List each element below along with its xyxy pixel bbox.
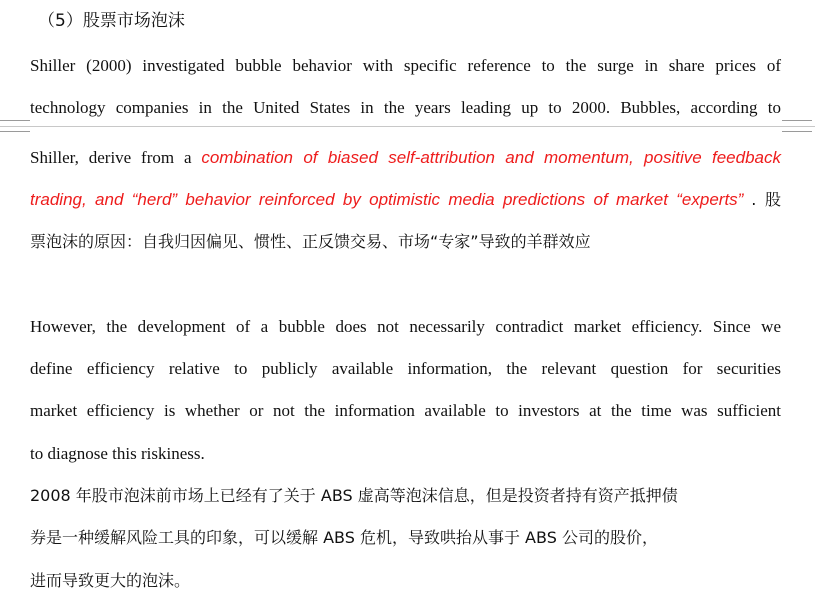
- right-margin-marker: [782, 120, 812, 132]
- p1-line-3-text: Shiller, derive from a: [30, 148, 192, 167]
- p2-line-2: define efficiency relative to publicly available information, the relevant question for securities: [30, 359, 781, 378]
- p1-line-3: [30, 147, 781, 169]
- p1-chinese-summary: 票泡沫的原因：自我归因偏见、惯性、正反馈交易、市场“专家”导致的羊群效应: [30, 232, 591, 251]
- p3-line-1: 2008 年股市泡沫前市场上已经有了关于 ABS 虚高等泡沫信息，但是投资者持有资产抵押债: [30, 486, 678, 505]
- p3-line-3: 进而导致更大的泡沫。: [30, 571, 191, 590]
- p1-line-4: [30, 189, 781, 211]
- p2-line-3: market efficiency is whether or not the information available to investors at the time was sufficient: [30, 401, 781, 420]
- highlighted-quote-part-2: trading, and “herd” behavior reinforced by optimistic media predictions of market “experts”: [30, 190, 744, 209]
- page-margin-line: [0, 126, 815, 127]
- p2-line-4: to diagnose this riskiness.: [30, 444, 205, 463]
- highlighted-quote-part-1: combination of biased self-attribution and momentum, positive feedback: [201, 148, 782, 167]
- p1-line-1: Shiller (2000) investigated bubble behavior with specific reference to the surge in share prices of: [30, 56, 781, 75]
- p1-line-2: technology companies in the United States in the years leading up to 2000. Bubbles, according to: [30, 98, 781, 117]
- p2-line-1: However, the development of a bubble does not necessarily contradict market efficiency. Since we: [30, 317, 781, 336]
- p1-line-4-tail: . 股: [751, 190, 781, 209]
- left-margin-marker: [0, 120, 30, 132]
- section-heading: （5）股票市场泡沫: [38, 11, 185, 31]
- p3-line-2: 券是一种缓解风险工具的印象，可以缓解 ABS 危机，导致哄抬从事于 ABS 公司的股价，: [30, 528, 658, 547]
